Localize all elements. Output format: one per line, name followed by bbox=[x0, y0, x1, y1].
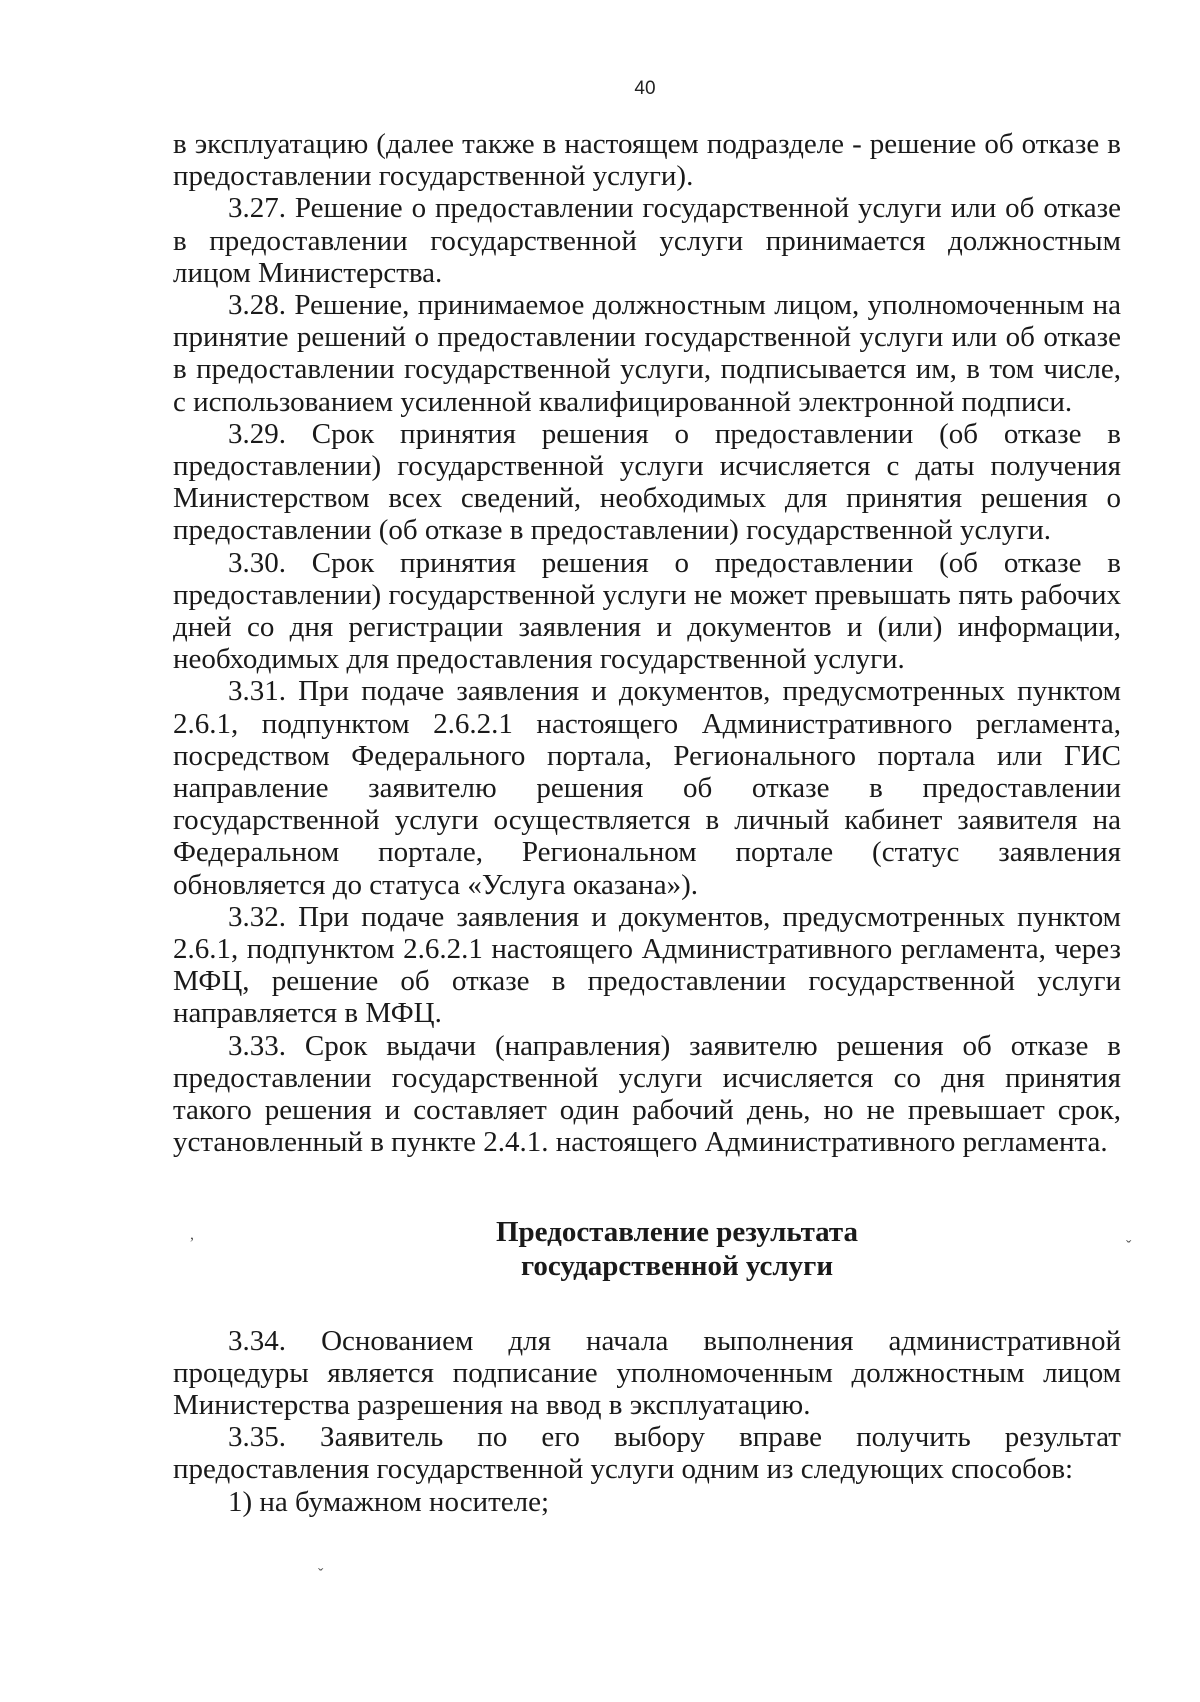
paragraph: 3.29. Срок принятия решения о предоставлении (об отказе в предоставлении) государственной услуги исчисляется с даты получения Министерством всех сведений, необходимых для принятия решения о предоставлении (об отказе в предоставлении) государственной услуги. bbox=[173, 417, 1121, 547]
paragraph: 3.27. Решение о предоставлении государственной услуги или об отказе в предоставлении государственной услуги принимается должностным лицом Министерства. bbox=[173, 192, 1121, 289]
paragraph: 1) на бумажном носителе; bbox=[228, 1485, 550, 1518]
section-heading bbox=[173, 1215, 1121, 1283]
scan-mark: ˇ bbox=[1126, 1238, 1132, 1255]
heading-line-1: Предоставление результата bbox=[495, 1215, 859, 1248]
paragraph: 3.33. Срок выдачи (направления) заявителю решения об отказе в предоставлении государственной услуги исчисляется со дня принятия такого решения и составляет один рабочий день, но не превышает срок, установленный в пункте 2.4.1. настоящего Административного регламента. bbox=[173, 1029, 1121, 1159]
paragraph: 3.28. Решение, принимаемое должностным лицом, уполномоченным на принятие решений о предоставлении государственной услуги или об отказе в предоставлении государственной услуги, подписывается им, в том числе, с использованием усиленной квалифицированной электронной подписи. bbox=[173, 289, 1121, 418]
section-before bbox=[173, 128, 1121, 1159]
paragraph: 3.31. При подаче заявления и документов, предусмотренных пунктом 2.6.1, подпунктом 2.6.2.1 настоящего Административного регламента, посредством Федерального портала, Регионального портала или ГИС направление заявителю решения об отказе в предоставлении государственной услуги осуществляется в личный кабинет заявителя на Федеральном портале, Региональном портале (статус заявления обновляется до статуса «Услуга оказана»). bbox=[173, 675, 1121, 901]
section-after bbox=[173, 1325, 1121, 1518]
page-number: 40 bbox=[634, 78, 656, 99]
paragraph: 3.32. При подаче заявления и документов, предусмотренных пунктом 2.6.1, подпунктом 2.6.2.1 настоящего Административного регламента, через МФЦ, решение об отказе в предоставлении государственной услуги направляется в МФЦ. bbox=[173, 900, 1121, 1030]
scan-mark: ˇ bbox=[318, 1566, 324, 1583]
heading-line-2: государственной услуги bbox=[520, 1249, 834, 1282]
scan-mark: , bbox=[190, 1226, 194, 1243]
document-body bbox=[173, 128, 1121, 1518]
paragraph: 3.34. Основанием для начала выполнения административной процедуры является подписание уполномоченным должностным лицом Министерства разрешения на ввод в эксплуатацию. bbox=[173, 1324, 1121, 1421]
paragraph: 3.35. Заявитель по его выбору вправе получить результат предоставления государственной услуги одним из следующих способов: bbox=[173, 1421, 1121, 1486]
paragraph: 3.30. Срок принятия решения о предоставлении (об отказе в предоставлении) государственной услуги не может превышать пять рабочих дней со дня регистрации заявления и документов и (или) информации, необходимых для предоставления государственной услуги. bbox=[173, 546, 1121, 676]
paragraph: в эксплуатацию (далее также в настоящем подразделе - решение об отказе в предоставлении государственной услуги). bbox=[173, 128, 1121, 193]
